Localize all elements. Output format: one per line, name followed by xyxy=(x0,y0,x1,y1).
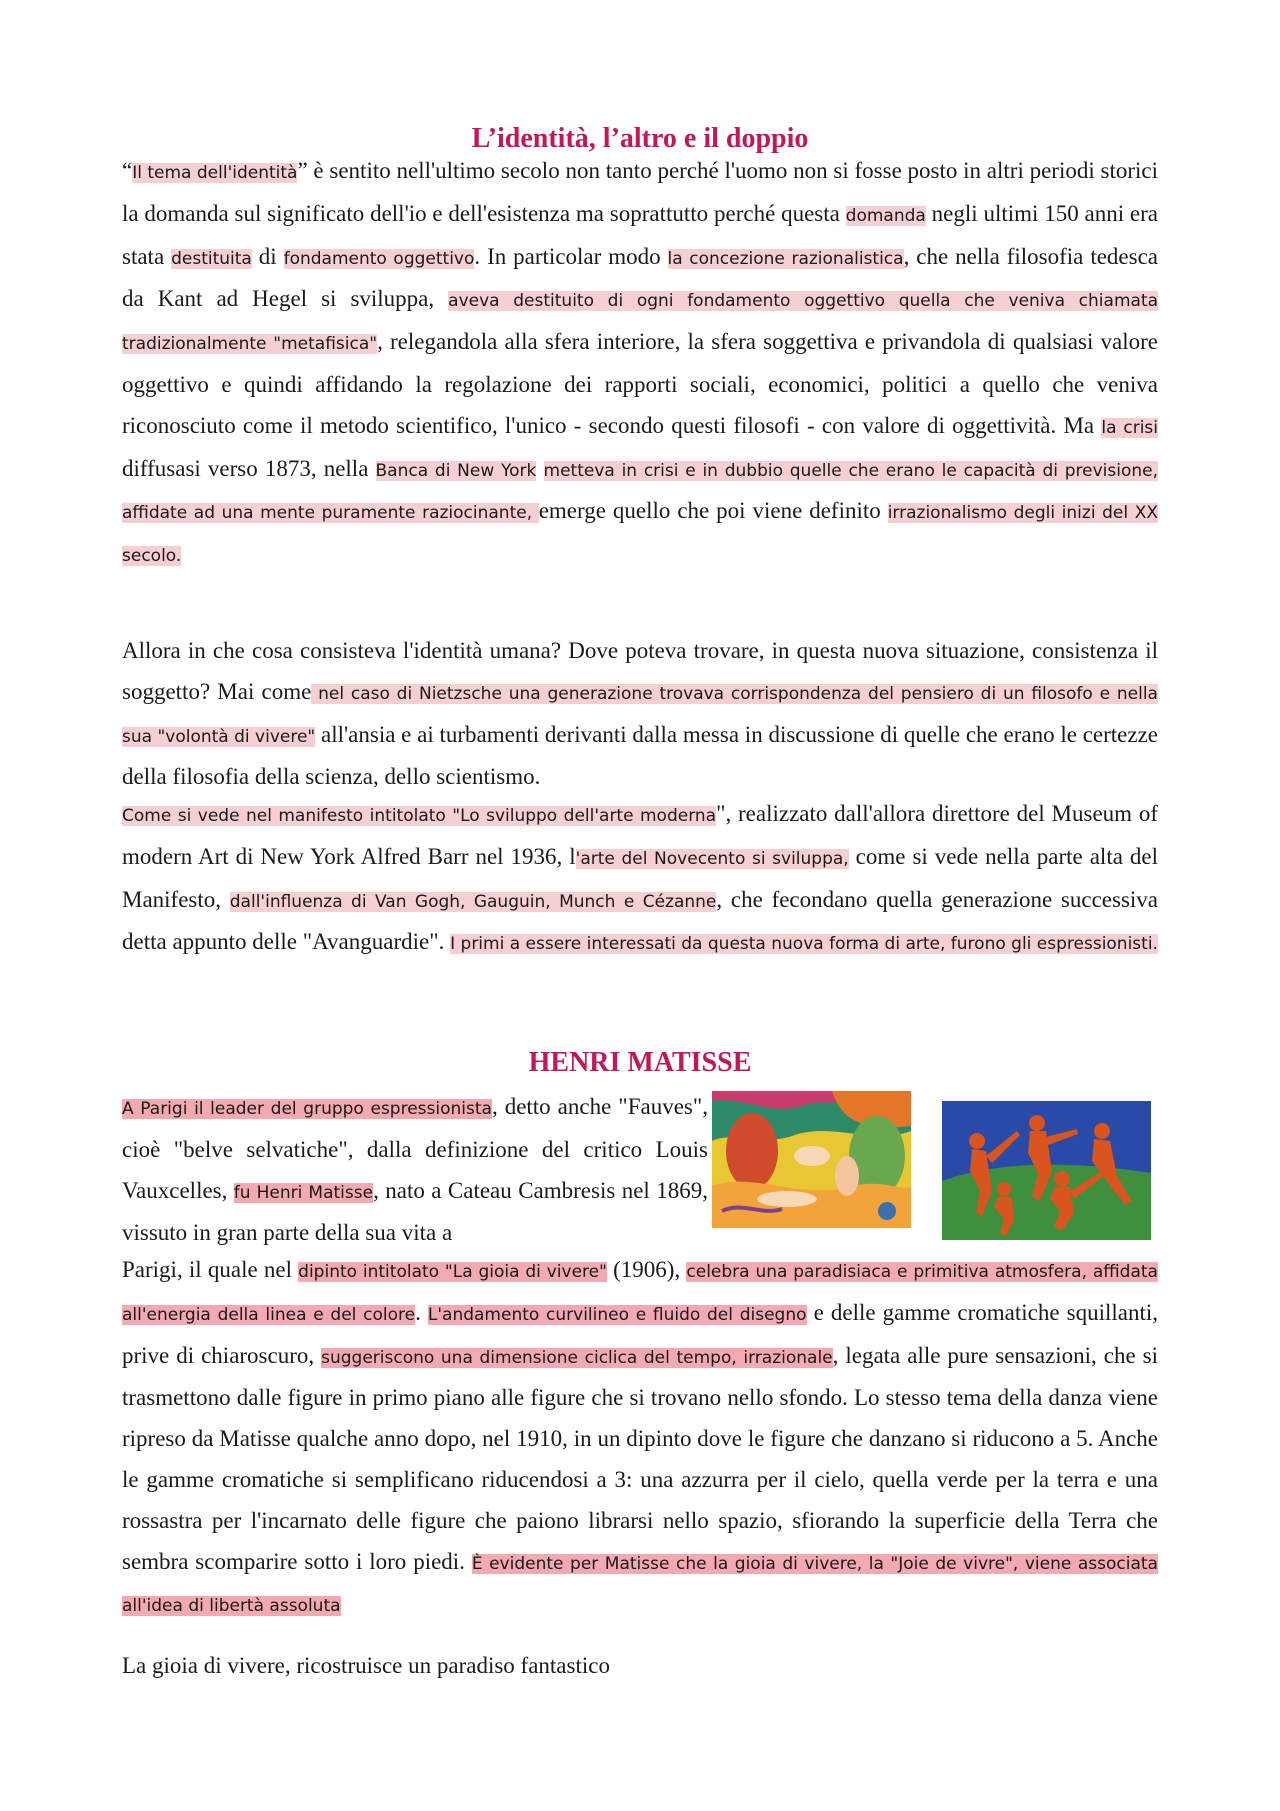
highlighted-text: I primi a essere interessati da questa nuova forma di arte, furono gli espressionisti. xyxy=(450,934,1158,955)
highlighted-text: domanda xyxy=(845,205,926,226)
highlighted-text: irrazionalismo degli inizi del XX secolo. xyxy=(122,503,1158,567)
highlighted-text: dipinto intitolato "La gioia di vivere" xyxy=(298,1262,607,1282)
text-run: , legata alle pure sensazioni, che si trasmettono dalle figure in primo piano alle figure che si trovano nello sfondo. Lo stesso tema della danza viene ripreso da Matisse qualche anno dopo, nel 1910, in un dipinto dove le figure che danzano si riducono a 5. Anche le gamme cromatiche si semplificano riducendosi a 3: una azzurra per il cielo, quella verde per la terra e una rossastra per l'incarnato delle figure che paiono librarsi nello spazio, sfiorando la superficie della Terra che sembra scomparire sotto i loro piedi. xyxy=(122,1342,1159,1574)
text-run: emerge quello che poi viene definito xyxy=(538,498,888,524)
text-run: . xyxy=(415,1299,428,1325)
text-run: “ xyxy=(122,158,133,183)
text-run: all'ansia e ai turbamenti derivanti dalla messa in discussione di quelle che erano le certezze della filosofia della scienza, dello scientismo. xyxy=(122,721,1159,790)
text-run: di xyxy=(251,243,284,269)
paragraph-modern-art-manifesto xyxy=(122,794,1158,965)
highlighted-text: L'andamento curvilineo e fluido del disegno xyxy=(427,1304,807,1325)
text-run: e delle gamme cromatiche squillanti, prive di chiaroscuro, xyxy=(122,1299,1158,1368)
highlighted-text: la crisi xyxy=(1101,417,1159,438)
section-title-identity: L’identità, l’altro e il doppio xyxy=(471,123,809,154)
highlighted-text: fondamento oggettivo xyxy=(283,248,475,269)
highlighted-text: nel caso di Nietzsche una generazione trovava corrispondenza del pensiero di un filosofo e nella sua "volontà di vivere" xyxy=(122,683,1158,747)
highlighted-text: Come si vede nel manifesto intitolato "Lo sviluppo dell'arte moderna xyxy=(122,806,717,826)
text-run: ", realizzato dall'allora direttore del Museum of modern Art di New York Alfred Barr nel 1936, l xyxy=(122,801,1158,869)
highlighted-text: metteva in crisi e in dubbio quelle che erano le capacità di previsione, affidate ad una mente puramente raziocinante, xyxy=(122,460,1159,524)
paragraph-matisse-intro xyxy=(122,1087,708,1254)
text-run: Allora in che cosa consisteva l'identità umana? Dove poteva trovare, in questa nuova situazione, consistenza il soggetto? Mai come xyxy=(122,638,1158,704)
paragraph-identity-theme xyxy=(122,151,1158,577)
text-run: negli ultimi 150 anni era stata xyxy=(122,200,1158,269)
highlighted-text: destituita xyxy=(171,248,252,269)
highlighted-text: aveva destituito di ogni fondamento oggettivo quella che veniva chiamata tradizionalmente "metafisica" xyxy=(122,291,1159,355)
text-run: , che nella filosofia tedesca da Kant ad Hegel si sviluppa, xyxy=(122,243,1159,312)
highlighted-text: la concezione razionalistica xyxy=(667,248,904,269)
highlighted-text: suggeriscono una dimensione ciclica del tempo, irrazionale xyxy=(321,1347,833,1368)
text-run: diffusasi verso 1873, nella xyxy=(122,455,376,481)
text-run: (1906), xyxy=(606,1257,687,1282)
highlighted-text: Il tema dell'identità xyxy=(132,163,298,183)
highlighted-text: 'arte del Novecento si sviluppa, xyxy=(575,848,849,869)
text-run: ” è sentito nell'ultimo secolo non tanto perché l'uomo non si fosse posto in altri periodi storici la domanda sul significato dell'io e dell'esistenza ma soprattutto perché questa xyxy=(122,158,1158,226)
highlighted-text: Banca di New York xyxy=(375,460,537,481)
text-run: , relegandola alla sfera interiore, la sfera soggettiva e privandola di qualsiasi valore oggettivo e quindi affidando la regolazione dei rapporti sociali, economici, politici a quello che veniva riconosciuto come il metodo scientifico, l'unico - secondo questi filosofi - con valore di oggettività. Ma xyxy=(122,329,1158,438)
text-run: Parigi, il quale nel xyxy=(122,1257,299,1282)
section-title-matisse: HENRI MATISSE xyxy=(528,1047,752,1078)
text-run xyxy=(536,456,543,481)
highlighted-text: È evidente per Matisse che la gioia di vivere, la "Joie de vivre", viene associata all'idea di libertà assoluta xyxy=(122,1553,1158,1617)
painting-icon xyxy=(712,1091,911,1228)
highlighted-text: A Parigi il leader del gruppo espressionista xyxy=(122,1099,492,1119)
highlighted-text: fu Henri Matisse xyxy=(233,1182,374,1203)
text-run: . In particolar modo xyxy=(474,243,668,269)
text-run: , nato a Cateau Cambresis nel 1869, vissuto in gran parte della sua vita a xyxy=(122,1177,708,1246)
paragraph-closing-line: La gioia di vivere, ricostruisce un paradiso fantastico xyxy=(122,1653,610,1678)
paragraph-human-identity xyxy=(122,631,1158,798)
paragraph-joy-of-life xyxy=(122,1250,1158,1627)
painting-the-dance xyxy=(942,1101,1151,1240)
painting-icon xyxy=(942,1101,1151,1240)
text-run: come si vede nella parte alta del Manifesto, xyxy=(122,843,1158,912)
highlighted-text: celebra una paradisiaca e primitiva atmosfera, affidata all'energia della linea e del colore xyxy=(122,1262,1158,1325)
highlighted-text: dall'influenza di Van Gogh, Gauguin, Munch e Cézanne xyxy=(229,891,717,912)
text-run: , che fecondano quella generazione successiva detta appunto delle "Avanguardie". xyxy=(122,886,1158,955)
painting-joy-of-life xyxy=(712,1091,911,1228)
text-run: , detto anche "Fauves", cioè "belve selvatiche", dalla definizione del critico Louis Vauxcelles, xyxy=(122,1094,708,1203)
